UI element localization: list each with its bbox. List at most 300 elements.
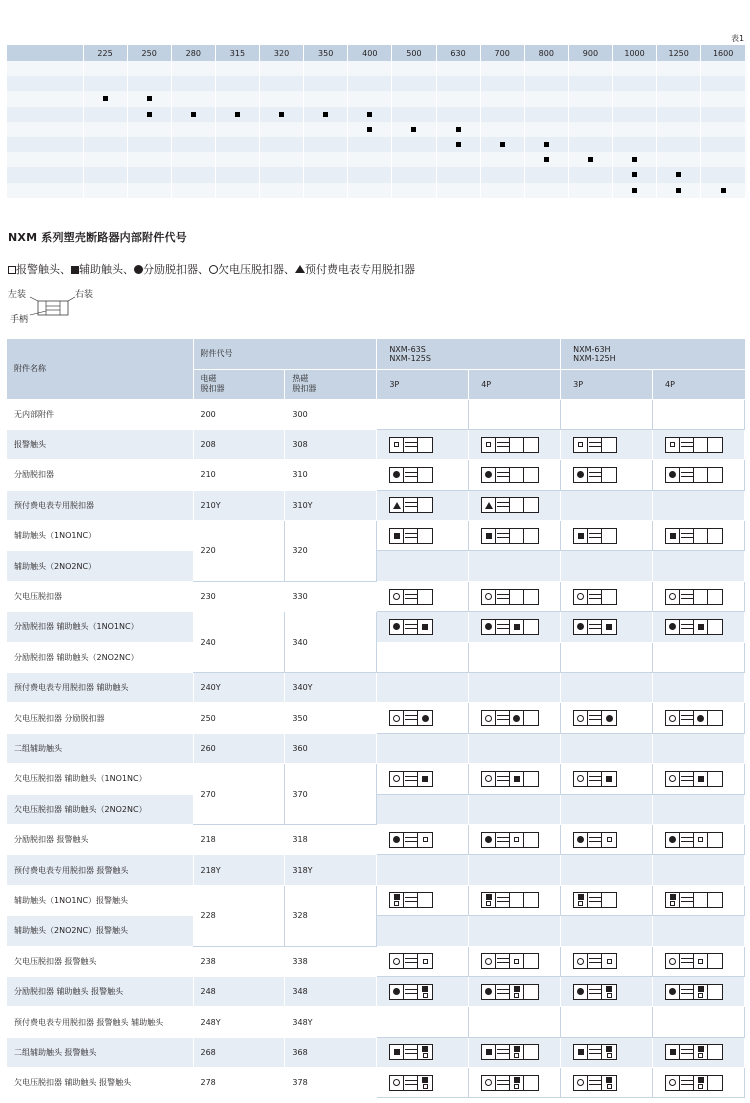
- undervoltage-release-icon: [577, 958, 584, 965]
- symbol-cell: [653, 764, 745, 794]
- thermal-magnetic-code: 350: [285, 703, 377, 733]
- ratings-row: [7, 91, 745, 106]
- ratings-cell: [171, 183, 215, 198]
- symbol-cell: [561, 1007, 653, 1037]
- accessory-symbol-icon: [481, 771, 539, 787]
- ratings-cell: [83, 167, 127, 182]
- ratings-cell: [215, 167, 259, 182]
- alarm-contact-icon: [486, 442, 491, 447]
- auxiliary-contact-icon: [670, 894, 676, 900]
- symbol-cell: [561, 642, 653, 672]
- accessory-symbol-icon: [481, 984, 539, 1000]
- alarm-contact-icon: [423, 837, 428, 842]
- symbol-cell: [469, 733, 561, 763]
- symbol-cell: [377, 1037, 469, 1067]
- ratings-cell: [657, 152, 701, 167]
- rating-mark-icon: [456, 142, 461, 147]
- accessory-symbol-icon: [665, 892, 723, 908]
- prepaid-release-icon: [295, 265, 305, 273]
- undervoltage-release-icon: [393, 1079, 400, 1086]
- symbol-cell: [377, 429, 469, 459]
- code-table-row: [7, 429, 745, 459]
- ratings-cell: [392, 122, 436, 137]
- ratings-cell: [657, 167, 701, 182]
- ratings-cell: [524, 107, 568, 122]
- auxiliary-contact-icon: [670, 1049, 676, 1055]
- alarm-contact-icon: [698, 1053, 703, 1058]
- electromagnetic-code: 210Y: [193, 490, 285, 520]
- ratings-cell: [83, 122, 127, 137]
- ratings-cell: [480, 76, 524, 91]
- ratings-cell: [480, 137, 524, 152]
- accessory-symbol-icon: [665, 832, 723, 848]
- thermal-magnetic-code: 348Y: [285, 1007, 377, 1037]
- code-table-row: [7, 399, 745, 429]
- ratings-cell: [260, 152, 304, 167]
- ratings-cell: [436, 183, 480, 198]
- thermal-magnetic-code: 308: [285, 429, 377, 459]
- accessory-symbol-icon: [389, 497, 433, 513]
- undervoltage-release-icon: [485, 715, 492, 722]
- ratings-header-cell: 500: [392, 45, 436, 61]
- ratings-cell: [568, 91, 612, 106]
- accessory-symbol-icon: [573, 984, 617, 1000]
- auxiliary-contact-icon: [606, 776, 612, 782]
- electromagnetic-code: 278: [193, 1068, 285, 1098]
- electromagnetic-code: 218Y: [193, 855, 285, 885]
- electromagnetic-code: 220: [193, 521, 285, 582]
- symbol-cell: [561, 1037, 653, 1067]
- shunt-release-icon: [134, 265, 143, 274]
- ratings-cell: [701, 137, 745, 152]
- symbol-cell: [653, 976, 745, 1006]
- thermal-magnetic-code: 320: [285, 521, 377, 582]
- thermal-magnetic-code: 368: [285, 1037, 377, 1067]
- ratings-cell: [348, 167, 392, 182]
- symbol-cell: [469, 916, 561, 946]
- auxiliary-contact-icon: [606, 624, 612, 630]
- accessory-name: 分励脱扣器 报警触头: [7, 824, 193, 854]
- code-table-row: [7, 1037, 745, 1067]
- symbol-cell: [653, 399, 745, 429]
- symbol-cell: [469, 703, 561, 733]
- ratings-cell: [260, 107, 304, 122]
- electromagnetic-code: 200: [193, 399, 285, 429]
- ratings-header-cell: 900: [568, 45, 612, 61]
- electromagnetic-code: 250: [193, 703, 285, 733]
- ratings-cell: [701, 152, 745, 167]
- ratings-cell: [568, 122, 612, 137]
- accessory-name: 分励脱扣器 辅助触头 报警触头: [7, 976, 193, 1006]
- ratings-cell: [701, 167, 745, 182]
- accessory-symbol-icon: [481, 832, 539, 848]
- symbol-cell: [377, 551, 469, 581]
- accessory-name: 欠电压脱扣器 辅助触头（2NO2NC）: [7, 794, 193, 824]
- undervoltage-release-icon: [669, 715, 676, 722]
- ratings-cell: [7, 61, 83, 76]
- accessory-code-table: [7, 339, 745, 1098]
- symbol-cell: [561, 551, 653, 581]
- symbol-cell: [377, 946, 469, 976]
- ratings-cell: [215, 137, 259, 152]
- rating-mark-icon: [191, 112, 196, 117]
- ratings-cell: [701, 122, 745, 137]
- symbol-cell: [653, 794, 745, 824]
- ratings-cell: [171, 91, 215, 106]
- alarm-contact-icon: [423, 1084, 428, 1089]
- auxiliary-contact-icon: [514, 986, 520, 992]
- undervoltage-release-icon: [485, 1079, 492, 1086]
- accessory-name: 报警触头: [7, 429, 193, 459]
- ratings-cell: [436, 107, 480, 122]
- symbol-cell: [561, 764, 653, 794]
- ratings-cell: [480, 61, 524, 76]
- code-table-row: [7, 824, 745, 854]
- accessory-name: 分励脱扣器 辅助触头（2NO2NC）: [7, 642, 193, 672]
- accessory-symbol-icon: [573, 1075, 617, 1091]
- auxiliary-contact-icon: [486, 894, 492, 900]
- ratings-cell: [524, 61, 568, 76]
- accessory-symbol-icon: [573, 619, 617, 635]
- auxiliary-contact-icon: [698, 986, 704, 992]
- alarm-contact-icon: [670, 901, 675, 906]
- symbol-cell: [653, 429, 745, 459]
- undervoltage-release-icon: [669, 593, 676, 600]
- ratings-cell: [480, 152, 524, 167]
- rating-mark-icon: [147, 112, 152, 117]
- alarm-contact-icon: [514, 1084, 519, 1089]
- undervoltage-release-icon: [577, 775, 584, 782]
- ratings-row: [7, 122, 745, 137]
- accessory-symbol-icon: [481, 467, 539, 483]
- auxiliary-contact-icon: [514, 776, 520, 782]
- ratings-cell: [657, 122, 701, 137]
- ratings-cell: [613, 107, 657, 122]
- undervoltage-release-icon: [393, 958, 400, 965]
- accessory-symbol-icon: [389, 892, 433, 908]
- thermal-magnetic-code: 318: [285, 824, 377, 854]
- alarm-contact-icon: [394, 442, 399, 447]
- rating-mark-icon: [632, 172, 637, 177]
- rating-mark-icon: [676, 172, 681, 177]
- accessory-symbol-icon: [389, 771, 433, 787]
- symbol-cell: [469, 612, 561, 642]
- ratings-cell: [568, 167, 612, 182]
- alarm-contact-icon: [670, 442, 675, 447]
- ratings-cell: [613, 137, 657, 152]
- symbol-cell: [561, 946, 653, 976]
- auxiliary-contact-icon: [71, 266, 79, 274]
- accessory-symbol-icon: [665, 710, 723, 726]
- ratings-row: [7, 152, 745, 167]
- alarm-contact-icon: [423, 1053, 428, 1058]
- ratings-cell: [127, 61, 171, 76]
- ratings-cell: [83, 152, 127, 167]
- shunt-release-icon: [393, 623, 400, 630]
- symbol-cell: [469, 642, 561, 672]
- accessory-symbol-icon: [573, 589, 617, 605]
- ratings-cell: [304, 61, 348, 76]
- accessory-name: 分励脱扣器 辅助触头（1NO1NC）: [7, 612, 193, 642]
- symbol-cell: [377, 490, 469, 520]
- symbol-cell: [377, 764, 469, 794]
- ratings-cell: [613, 61, 657, 76]
- ratings-cell: [480, 107, 524, 122]
- symbol-cell: [653, 824, 745, 854]
- accessory-symbol-icon: [389, 710, 433, 726]
- symbol-cell: [377, 1068, 469, 1098]
- shunt-release-icon: [669, 988, 676, 995]
- ratings-cell: [215, 122, 259, 137]
- code-table-row: [7, 764, 745, 794]
- symbol-cell: [377, 824, 469, 854]
- electromagnetic-code: 248: [193, 976, 285, 1006]
- code-table-row: [7, 733, 745, 763]
- symbol-cell: [653, 551, 745, 581]
- ratings-cell: [304, 76, 348, 91]
- prepaid-release-icon: [393, 502, 401, 509]
- electromagnetic-code: 210: [193, 460, 285, 490]
- symbol-cell: [377, 399, 469, 429]
- shunt-release-icon: [669, 471, 676, 478]
- shunt-release-icon: [485, 836, 492, 843]
- undervoltage-release-icon: [485, 775, 492, 782]
- symbol-cell: [653, 581, 745, 611]
- ratings-cell: [127, 152, 171, 167]
- auxiliary-contact-icon: [394, 533, 400, 539]
- ratings-header-cell: 1000: [613, 45, 657, 61]
- ratings-header-cell: 400: [348, 45, 392, 61]
- auxiliary-contact-icon: [486, 533, 492, 539]
- auxiliary-contact-icon: [698, 624, 704, 630]
- symbol-cell: [561, 855, 653, 885]
- rating-mark-icon: [632, 188, 637, 193]
- shunt-release-icon: [577, 623, 584, 630]
- rating-mark-icon: [411, 127, 416, 132]
- ratings-cell: [171, 61, 215, 76]
- accessory-name: 分励脱扣器: [7, 460, 193, 490]
- ratings-cell: [568, 137, 612, 152]
- legend-shunt: 分励脱扣器、: [143, 263, 209, 276]
- auxiliary-contact-icon: [394, 894, 400, 900]
- rating-mark-icon: [721, 188, 726, 193]
- accessory-name: 欠电压脱扣器 辅助触头（1NO1NC）: [7, 764, 193, 794]
- code-table-row: [7, 460, 745, 490]
- accessory-symbol-icon: [481, 1075, 539, 1091]
- symbol-cell: [653, 490, 745, 520]
- undervoltage-release-icon: [669, 958, 676, 965]
- ratings-cell: [127, 107, 171, 122]
- symbol-cell: [653, 703, 745, 733]
- symbol-cell: [653, 612, 745, 642]
- accessory-symbol-icon: [573, 892, 617, 908]
- legend-prepaid: 预付费电表专用脱扣器: [305, 263, 415, 276]
- auxiliary-contact-icon: [486, 1049, 492, 1055]
- thermal-magnetic-code: 328: [285, 885, 377, 946]
- symbol-cell: [469, 490, 561, 520]
- ratings-row: [7, 76, 745, 91]
- symbol-cell: [469, 673, 561, 703]
- auxiliary-contact-icon: [422, 1077, 428, 1083]
- ratings-cell: [7, 76, 83, 91]
- symbol-cell: [469, 460, 561, 490]
- symbol-cell: [469, 855, 561, 885]
- symbol-cell: [377, 855, 469, 885]
- symbol-cell: [469, 521, 561, 551]
- ratings-table: [7, 45, 745, 198]
- electromagnetic-code: 228: [193, 885, 285, 946]
- ratings-cell: [436, 122, 480, 137]
- accessory-symbol-icon: [389, 437, 433, 453]
- shunt-release-icon: [577, 836, 584, 843]
- code-table-row: [7, 521, 745, 551]
- accessory-symbol-icon: [573, 528, 617, 544]
- auxiliary-contact-icon: [698, 776, 704, 782]
- accessory-symbol-icon: [665, 589, 723, 605]
- alarm-contact-icon: [607, 959, 612, 964]
- ratings-cell: [127, 91, 171, 106]
- symbol-cell: [561, 824, 653, 854]
- accessory-name: 辅助触头（2NO2NC）: [7, 551, 193, 581]
- ratings-cell: [171, 152, 215, 167]
- ratings-cell: [436, 61, 480, 76]
- symbol-cell: [561, 703, 653, 733]
- header-accessory-code: 附件代号: [193, 339, 377, 369]
- alarm-contact-icon: [607, 837, 612, 842]
- symbol-cell: [653, 1007, 745, 1037]
- symbol-cell: [653, 521, 745, 551]
- thermal-magnetic-code: 370: [285, 764, 377, 825]
- symbol-cell: [561, 429, 653, 459]
- ratings-header-cell: 250: [127, 45, 171, 61]
- alarm-contact-icon: [698, 959, 703, 964]
- header-electromagnetic: 电磁 脱扣器: [193, 369, 285, 399]
- electromagnetic-code: 240Y: [193, 673, 285, 703]
- rating-mark-icon: [147, 96, 152, 101]
- ratings-header-cell: 315: [215, 45, 259, 61]
- ratings-cell: [568, 107, 612, 122]
- ratings-row: [7, 61, 745, 76]
- auxiliary-contact-icon: [514, 1046, 520, 1052]
- symbol-cell: [561, 673, 653, 703]
- ratings-cell: [392, 76, 436, 91]
- code-table-row: [7, 885, 745, 915]
- accessory-symbol-icon: [665, 528, 723, 544]
- right-mount-label: 右装: [75, 290, 94, 300]
- rating-mark-icon: [544, 157, 549, 162]
- ratings-cell: [348, 91, 392, 106]
- code-table-row: [7, 673, 745, 703]
- ratings-cell: [701, 91, 745, 106]
- alarm-contact-icon: [578, 442, 583, 447]
- thermal-magnetic-code: 340: [285, 612, 377, 673]
- auxiliary-contact-icon: [422, 986, 428, 992]
- symbol-cell: [377, 612, 469, 642]
- symbol-cell: [469, 399, 561, 429]
- accessory-symbol-icon: [481, 619, 539, 635]
- auxiliary-contact-icon: [578, 894, 584, 900]
- auxiliary-contact-icon: [698, 1046, 704, 1052]
- auxiliary-contact-icon: [606, 1046, 612, 1052]
- symbol-cell: [377, 703, 469, 733]
- prepaid-release-icon: [485, 502, 493, 509]
- symbol-cell: [469, 1037, 561, 1067]
- thermal-magnetic-code: 360: [285, 733, 377, 763]
- rating-mark-icon: [103, 96, 108, 101]
- code-table-row: [7, 855, 745, 885]
- auxiliary-contact-icon: [578, 1049, 584, 1055]
- symbol-cell: [561, 612, 653, 642]
- shunt-release-icon: [669, 836, 676, 843]
- ratings-cell: [657, 183, 701, 198]
- rating-mark-icon: [367, 127, 372, 132]
- ratings-cell: [436, 91, 480, 106]
- shunt-release-icon: [485, 988, 492, 995]
- ratings-cell: [657, 61, 701, 76]
- alarm-contact-icon: [514, 993, 519, 998]
- symbol-cell: [377, 794, 469, 824]
- accessory-symbol-icon: [665, 953, 723, 969]
- accessory-symbol-icon: [389, 953, 433, 969]
- ratings-cell: [348, 137, 392, 152]
- ratings-cell: [348, 76, 392, 91]
- accessory-symbol-icon: [389, 1075, 433, 1091]
- ratings-cell: [7, 183, 83, 198]
- ratings-cell: [348, 61, 392, 76]
- accessory-symbol-icon: [573, 710, 617, 726]
- accessory-symbol-icon: [665, 619, 723, 635]
- ratings-cell: [7, 167, 83, 182]
- electromagnetic-code: 218: [193, 824, 285, 854]
- ratings-cell: [613, 152, 657, 167]
- ratings-header-cell: 800: [524, 45, 568, 61]
- ratings-row: [7, 183, 745, 198]
- header-thermal-magnetic: 热磁 脱扣器: [285, 369, 377, 399]
- symbol-cell: [653, 1068, 745, 1098]
- symbol-cell: [469, 1007, 561, 1037]
- accessory-symbol-icon: [389, 528, 433, 544]
- accessory-symbol-icon: [481, 892, 539, 908]
- rating-mark-icon: [544, 142, 549, 147]
- accessory-name: 欠电压脱扣器 报警触头: [7, 946, 193, 976]
- electromagnetic-code: 270: [193, 764, 285, 825]
- accessory-symbol-icon: [481, 528, 539, 544]
- ratings-cell: [7, 152, 83, 167]
- accessory-symbol-icon: [573, 832, 617, 848]
- header-s-4p: 4P: [469, 369, 561, 399]
- ratings-cell: [127, 183, 171, 198]
- accessory-symbol-icon: [665, 1044, 723, 1060]
- electromagnetic-code: 238: [193, 946, 285, 976]
- alarm-contact-icon: [486, 901, 491, 906]
- ratings-header-cell: 700: [480, 45, 524, 61]
- ratings-cell: [171, 137, 215, 152]
- shunt-release-icon: [513, 715, 520, 722]
- header-h-3p: 3P: [561, 369, 653, 399]
- code-table-row: [7, 703, 745, 733]
- accessory-symbol-icon: [573, 953, 617, 969]
- accessory-symbol-icon: [481, 497, 539, 513]
- ratings-cell: [260, 91, 304, 106]
- rating-mark-icon: [456, 127, 461, 132]
- alarm-contact-icon: [514, 837, 519, 842]
- ratings-cell: [83, 183, 127, 198]
- ratings-cell: [392, 137, 436, 152]
- symbol-cell: [653, 916, 745, 946]
- ratings-cell: [260, 122, 304, 137]
- table-number: 表1: [731, 34, 745, 43]
- ratings-cell: [480, 91, 524, 106]
